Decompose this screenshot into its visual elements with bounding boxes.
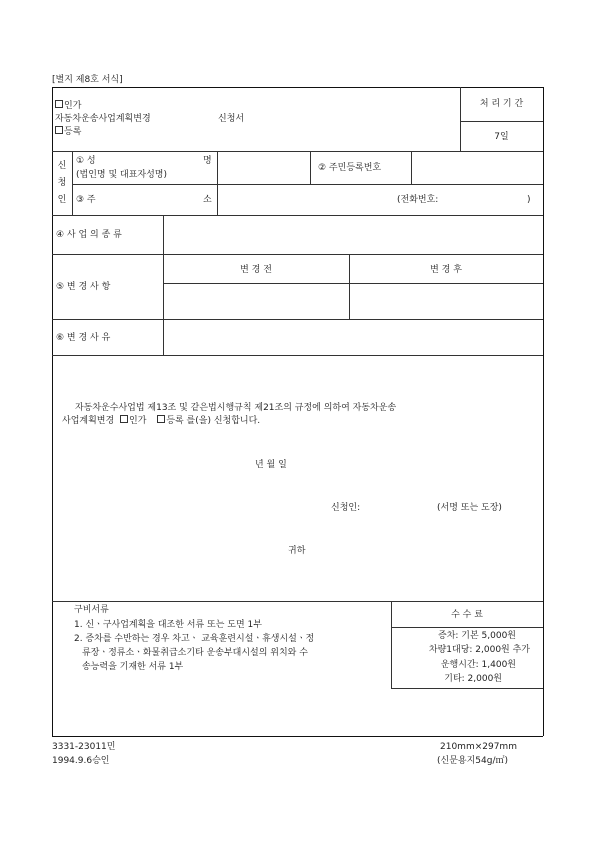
change-after-field[interactable] <box>350 284 542 318</box>
statement-approval-checkbox[interactable] <box>120 415 128 423</box>
address-label-end: 소 <box>203 195 212 205</box>
applicant-side-label-3: 인 <box>57 195 67 205</box>
footer-code: 3331-23011민 <box>52 742 116 752</box>
applicant-side-label-2: 청 <box>57 178 67 188</box>
fees-line-1: 증차: 기본 5,000원 <box>438 631 516 641</box>
approval-checkbox[interactable] <box>55 100 63 108</box>
approval-option: 인가 <box>55 100 81 112</box>
frame-top <box>52 87 543 88</box>
fees-title-divider <box>391 627 543 628</box>
documents-item-2-line-3: 송능력을 기재한 서류 1부 <box>82 662 184 672</box>
processing-divider <box>460 121 543 122</box>
applicant-side-label-1: 신 <box>57 161 67 171</box>
statement-addressee: 귀하 <box>288 546 306 556</box>
change-reason-label: ⑥ 변 경 사 유 <box>56 333 111 343</box>
regno-divider-left <box>310 151 311 184</box>
change-before-field[interactable] <box>164 284 348 318</box>
statement-line-2c: 등록 를(을) 신청합니다. <box>166 416 261 426</box>
fees-line-4: 기타: 2,000원 <box>444 674 502 684</box>
statement-line-2b: 인가 <box>129 416 147 426</box>
address-field[interactable] <box>218 185 393 214</box>
documents-item-2-line-2: 류장ㆍ정류소ㆍ화물취급소기타 운송부대시설의 위치와 수 <box>82 648 308 658</box>
fees-line-2: 차량1대당: 2,000원 추가 <box>428 645 530 655</box>
change-before-header: 변 경 전 <box>240 265 272 275</box>
phone-field[interactable] <box>455 188 525 210</box>
change-reason-field[interactable] <box>164 320 542 354</box>
statement-date: 년 월 일 <box>255 460 287 470</box>
name-label-corporate: (법인명 및 대표자성명) <box>76 170 167 180</box>
statement-applicant-field[interactable] <box>370 498 430 516</box>
form-label: [별지 제8호 서식] <box>52 75 123 85</box>
statement-line-1: 자동차운수사업법 제13조 및 같은법시행규칙 제21조의 규정에 의하여 자동차운송 <box>75 403 397 413</box>
name-field[interactable] <box>218 152 309 183</box>
phone-close: ) <box>527 195 531 205</box>
name-label-end: 명 <box>203 156 212 166</box>
reg-no-field[interactable] <box>412 152 542 183</box>
documents-title: 구비서류 <box>74 605 109 615</box>
register-option: 등록 <box>55 126 81 138</box>
form-title: 자동차운송사업계획변경 <box>55 114 151 124</box>
documents-item-2-line-1: 2. 증차를 수반하는 경우 차고ㆍ 교육훈련시설ㆍ휴생시설ㆍ정 <box>74 634 315 644</box>
statement-register-checkbox[interactable] <box>157 415 165 423</box>
addressee-field[interactable] <box>150 540 280 558</box>
fees-title: 수 수 료 <box>451 610 483 620</box>
fees-bottom <box>391 688 543 689</box>
processing-period-label: 처 리 기 간 <box>479 99 524 109</box>
statement-bottom <box>52 601 543 602</box>
name-label: ① 성 <box>76 156 96 166</box>
documents-item-1: 1. 신ㆍ구사업계획을 대조한 서류 또는 도면 1부 <box>74 620 262 630</box>
change-items-label: ⑤ 변 경 사 항 <box>56 282 111 292</box>
change-reason-bottom <box>52 355 543 356</box>
reg-no-label: ② 주민등록번호 <box>318 163 382 173</box>
register-checkbox[interactable] <box>55 126 63 134</box>
business-type-label: ④ 사 업 의 종 류 <box>56 230 122 240</box>
phone-label: (전화번호: <box>397 195 439 205</box>
applicant-side-divider <box>72 151 73 215</box>
frame-bottom <box>52 736 543 737</box>
business-type-field[interactable] <box>164 216 542 253</box>
statement-applicant-label: 신청인: <box>331 503 361 513</box>
footer-size: 210mm×297mm <box>440 742 517 752</box>
change-after-header: 변 경 후 <box>430 265 462 275</box>
statement-line-2 <box>62 415 260 427</box>
frame-right <box>543 87 544 736</box>
form-title-suffix: 신청서 <box>218 114 245 124</box>
address-label: ③ 주 <box>76 195 96 205</box>
footer-approved: 1994.9.6승인 <box>52 756 110 766</box>
statement-line-2a: 사업계획변경 <box>62 416 115 426</box>
processing-period-value: 7일 <box>494 132 509 142</box>
business-type-bottom <box>52 254 543 255</box>
footer-paper: (신문용지54g/㎡) <box>437 756 508 766</box>
fees-line-3: 운행시간: 1,400원 <box>440 660 516 670</box>
statement-sign-label: (서명 또는 도장) <box>437 503 502 513</box>
